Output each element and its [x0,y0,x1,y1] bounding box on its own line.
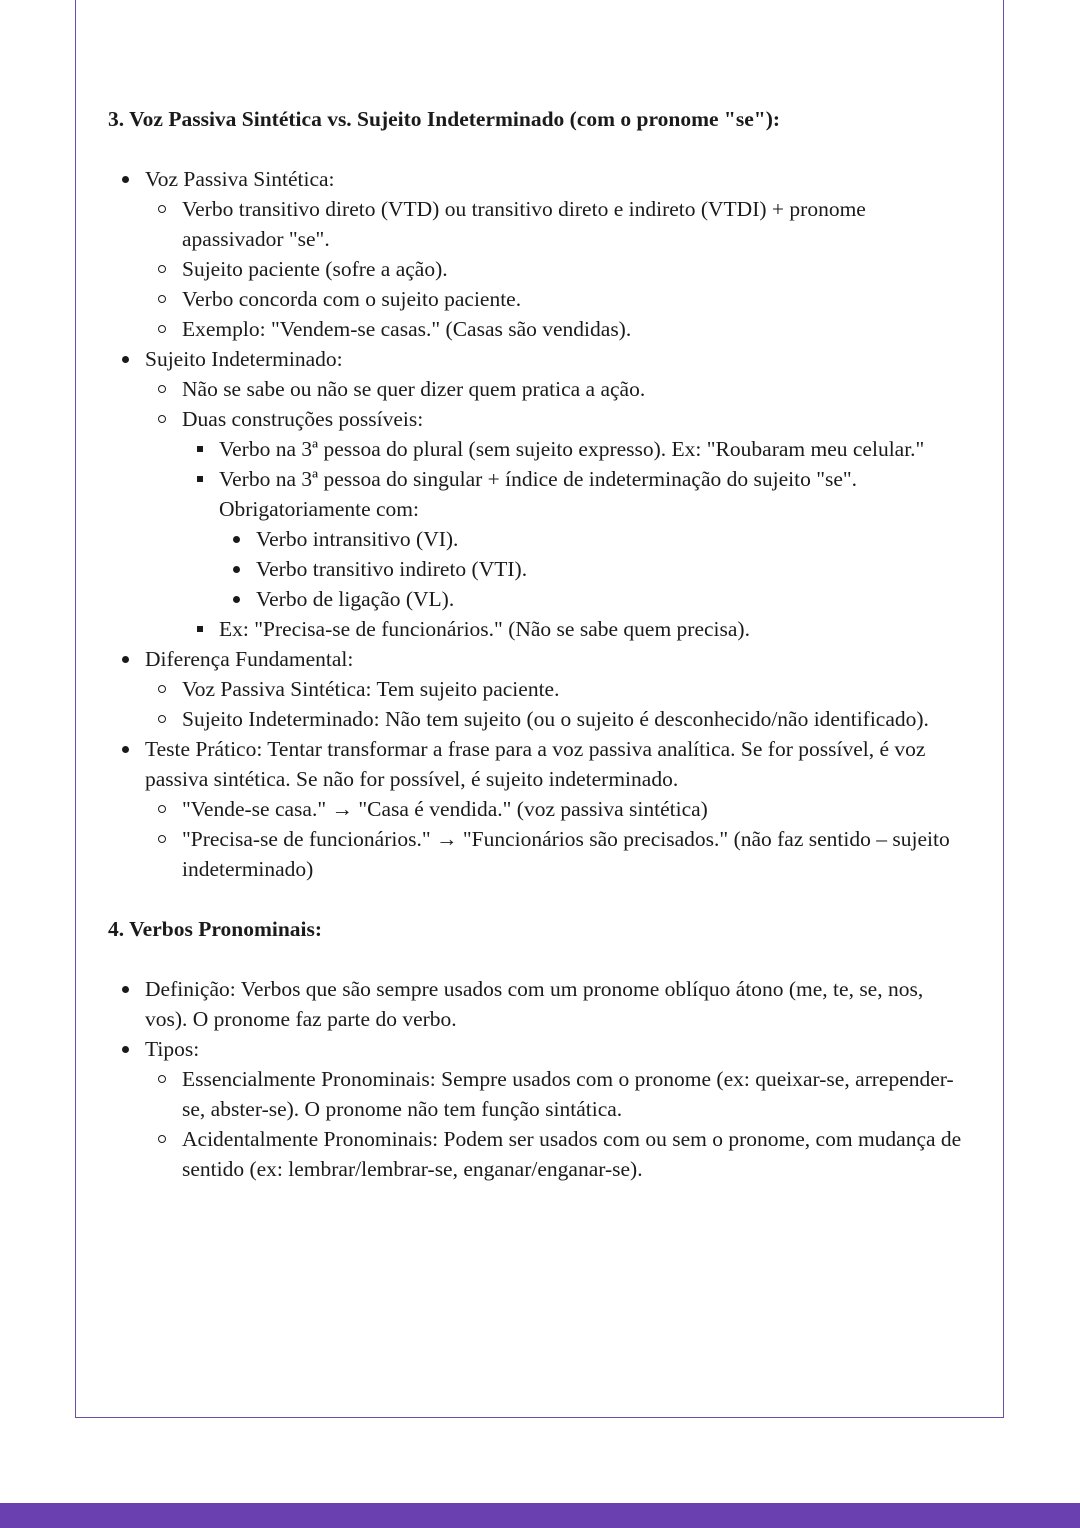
list-item: "Precisa-se de funcionários." → "Funcionários são precisados." (não faz sentido – sujeito indeterminado) [182,824,968,884]
list-item: Verbo transitivo indireto (VTI). [256,554,968,584]
bottom-bar [0,1503,1080,1528]
list-item: Duas construções possíveis: Verbo na 3ª pessoa do plural (sem sujeito expresso). Ex: "Roubaram meu celular." Verbo na 3ª pessoa do singular + índice de indeterminação do sujeito "se". Obrigatoriamente com: Verbo intransitivo (VI). Verbo transitivo indireto (VTI). Verbo de ligação (VL). Ex: "Precisa-se de funcionários." (Não se sabe quem precisa). [182,404,968,644]
list-item-definicao: Definição: Verbos que são sempre usados com um pronome oblíquo átono (me, te, se, nos, vos). O pronome faz parte do verbo. [145,974,968,1034]
list-item: Verbo intransitivo (VI). [256,524,968,554]
list-item: Sujeito paciente (sofre a ação). [182,254,968,284]
list-item: Não se sabe ou não se quer dizer quem pratica a ação. [182,374,968,404]
section-3-list [108,164,968,884]
section-4-heading: 4. Verbos Pronominais: [108,917,323,941]
list-item: Essencialmente Pronominais: Sempre usados com o pronome (ex: queixar-se, arrepender-se, abster-se). O pronome não tem função sintática. [182,1064,968,1124]
list-item: Verbo concorda com o sujeito paciente. [182,284,968,314]
list-item: "Vende-se casa." → "Casa é vendida." (voz passiva sintética) [182,794,968,824]
list-item: Exemplo: "Vendem-se casas." (Casas são vendidas). [182,314,968,344]
list-item: Verbo transitivo direto (VTD) ou transitivo direto e indireto (VTDI) + pronome apassivador "se". [182,194,968,254]
section-4-list [108,974,968,1184]
list-item: Verbo na 3ª pessoa do plural (sem sujeito expresso). Ex: "Roubaram meu celular." [219,434,968,464]
list-item: Acidentalmente Pronominais: Podem ser usados com ou sem o pronome, com mudança de sentido (ex: lembrar/lembrar-se, enganar/enganar-se). [182,1124,968,1184]
list-item-si: Sujeito Indeterminado: Não se sabe ou não se quer dizer quem pratica a ação. Duas construções possíveis: Verbo na 3ª pessoa do plural (sem sujeito expresso). Ex: "Roubaram meu celular." Verbo na 3ª pessoa do singular + índice de indeterminação do sujeito "se". Obrigatoriamente com: Verbo intransitivo (VI). Verbo transitivo indireto (VTI). Verbo de ligação (VL). Ex: "Precisa-se de funcionários." (Não se sabe quem precisa). [145,344,968,644]
list-item: Verbo de ligação (VL). [256,584,968,614]
section-3-heading: 3. Voz Passiva Sintética vs. Sujeito Indeterminado (com o pronome "se"): [108,107,781,131]
list-item-diferenca: Diferença Fundamental: Voz Passiva Sintética: Tem sujeito paciente. Sujeito Indeterminado: Não tem sujeito (ou o sujeito é desconhecido/não identificado). [145,644,968,734]
list-item: Voz Passiva Sintética: Tem sujeito paciente. [182,674,968,704]
list-item-teste: Teste Prático: Tentar transformar a frase para a voz passiva analítica. Se for possível, é voz passiva sintética. Se não for possível, é sujeito indeterminado. "Vende-se casa." → "Casa é vendida." (voz passiva sintética) "Precisa-se de funcionários." → "Funcionários são precisados." (não faz sentido – sujeito indeterminado) [145,734,968,884]
list-item: Verbo na 3ª pessoa do singular + índice de indeterminação do sujeito "se". Obrigatoriamente com: Verbo intransitivo (VI). Verbo transitivo indireto (VTI). Verbo de ligação (VL). [219,464,968,614]
list-item: Ex: "Precisa-se de funcionários." (Não se sabe quem precisa). [219,614,968,644]
list-item-vps: Voz Passiva Sintética: Verbo transitivo direto (VTD) ou transitivo direto e indireto (VTDI) + pronome apassivador "se". Sujeito paciente (sofre a ação). Verbo concorda com o sujeito paciente. Exemplo: "Vendem-se casas." (Casas são vendidas). [145,164,968,344]
list-item-tipos: Tipos: Essencialmente Pronominais: Sempre usados com o pronome (ex: queixar-se, arrepender-se, abster-se). O pronome não tem função sintática. Acidentalmente Pronominais: Podem ser usados com ou sem o pronome, com mudança de sentido (ex: lembrar/lembrar-se, enganar/enganar-se). [145,1034,968,1184]
list-item: Sujeito Indeterminado: Não tem sujeito (ou o sujeito é desconhecido/não identificado). [182,704,968,734]
document-content [108,104,968,1184]
